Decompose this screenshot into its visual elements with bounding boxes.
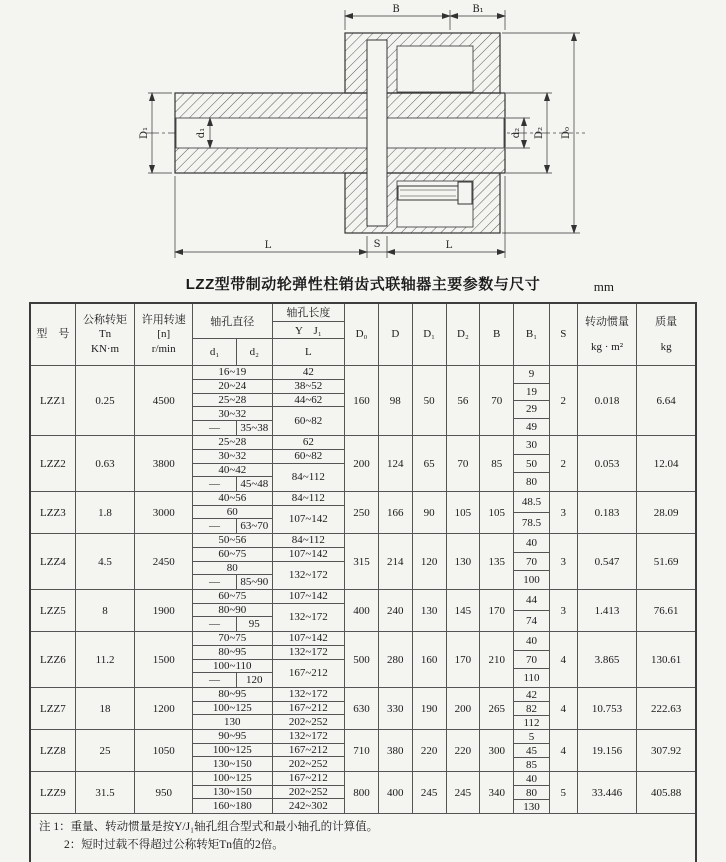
bore-column <box>193 534 273 589</box>
D2-cell: 200 <box>447 688 481 729</box>
B-cell: 300 <box>480 730 514 771</box>
bore-subrow: 30~32 <box>193 450 272 464</box>
B1-cell: 40 <box>514 632 549 651</box>
length-cell: 132~172 <box>288 569 328 582</box>
D0-cell: 160 <box>345 366 379 435</box>
B-cell: 70 <box>480 366 514 435</box>
B-cell: 265 <box>480 688 514 729</box>
bore-subrow: 60~75 <box>193 548 272 562</box>
d1-cell: — <box>193 575 237 589</box>
bore-column <box>193 492 273 533</box>
length-cell: 167~212 <box>273 744 345 758</box>
D1-cell: 130 <box>413 590 447 631</box>
d2-cell: 95 <box>248 618 260 631</box>
B1-cell: 50 <box>514 455 549 474</box>
dim-label-D0: D₀ <box>561 126 572 140</box>
B1-cell: 49 <box>525 420 537 433</box>
header-bore-dia-label: 轴孔直径 <box>193 304 272 339</box>
torque-cell: 0.25 <box>76 366 136 435</box>
D-cell: 124 <box>379 436 413 491</box>
bore-subrow: 20~24 <box>193 380 272 394</box>
length-cell: 60~82 <box>294 415 323 428</box>
B1-column <box>514 688 550 729</box>
B1-cell: 19 <box>514 384 549 402</box>
mass-cell: 307.92 <box>651 744 682 757</box>
col-header-S: S <box>550 304 578 365</box>
pin-nut <box>458 182 472 204</box>
inertia-cell: 0.053 <box>578 436 638 491</box>
bore-subrow: 130~150 <box>193 786 272 800</box>
mass-cell: 12.04 <box>653 457 679 470</box>
table-row <box>31 688 695 730</box>
B1-cell: 40 <box>514 772 549 786</box>
length-cell: 107~142 <box>288 513 328 526</box>
header-d2-label: d₂ <box>249 346 259 359</box>
D2-cell: 170 <box>447 632 481 687</box>
bore-subrow: 40~42 <box>193 464 272 478</box>
B1-cell: 82 <box>514 702 549 716</box>
length-cell: 202~252 <box>273 786 345 800</box>
B1-column <box>514 534 550 589</box>
S-cell: 4 <box>550 688 578 729</box>
inertia-cell: 0.183 <box>578 492 638 533</box>
S-cell: 2 <box>550 366 578 435</box>
dim-label-S: S <box>373 239 381 250</box>
header-mass-l2: kg <box>660 340 672 353</box>
length-column <box>273 590 346 631</box>
d1-cell: — <box>193 519 237 533</box>
torque-cell: 8 <box>76 590 136 631</box>
speed-cell: 4500 <box>135 366 193 435</box>
bore-subrow: 100~125 <box>193 772 272 786</box>
bore-subrow: 90~95 <box>193 730 272 744</box>
mass-cell: 6.64 <box>656 394 676 407</box>
D2-cell: 70 <box>447 436 481 491</box>
speed-cell: 1200 <box>135 688 193 729</box>
B1-cell: 100 <box>523 574 540 587</box>
bore-column <box>193 590 273 631</box>
length-cell: 132~172 <box>273 688 345 702</box>
length-cell: 84~112 <box>273 492 345 506</box>
bore-subrow: 60~75 <box>193 590 272 604</box>
model-cell: LZZ1 <box>31 366 76 435</box>
length-column <box>273 730 346 771</box>
S-cell: 4 <box>550 632 578 687</box>
B1-cell: 29 <box>514 401 549 419</box>
B1-cell: 40 <box>514 534 549 553</box>
length-cell: 107~142 <box>273 548 345 562</box>
bore-subrow: 30~32 <box>193 407 272 421</box>
col-header-speed <box>135 304 193 365</box>
length-cell: 167~212 <box>273 772 345 786</box>
B1-column <box>514 590 550 631</box>
bore-subrow: 25~28 <box>193 436 272 450</box>
bore-subrow: 130~150 <box>212 758 252 771</box>
B1-cell: 42 <box>514 688 549 702</box>
D0-cell: 500 <box>345 632 379 687</box>
D2-cell: 105 <box>447 492 481 533</box>
col-header-inertia <box>578 304 638 365</box>
B1-column <box>514 366 550 435</box>
model-cell: LZZ7 <box>31 688 76 729</box>
bore-column <box>193 772 273 813</box>
col-header-torque <box>76 304 136 365</box>
bore-subrow: 70~75 <box>193 632 272 646</box>
d1-cell: — <box>193 477 237 491</box>
torque-cell: 31.5 <box>76 772 136 813</box>
bore-subrow <box>193 519 272 533</box>
torque-cell: 0.63 <box>76 436 136 491</box>
S-cell: 2 <box>550 436 578 491</box>
table-body <box>31 366 695 814</box>
S-cell: 3 <box>550 590 578 631</box>
B1-cell: 70 <box>514 651 549 670</box>
header-inertia-l2: kg · m² <box>591 340 624 353</box>
col-header-bore-length <box>273 304 346 365</box>
parameter-table <box>29 302 697 862</box>
D1-cell: 190 <box>413 688 447 729</box>
header-speed-l2: [n] <box>157 328 171 341</box>
col-header-B1: B₁ <box>514 304 550 365</box>
inertia-cell: 0.018 <box>578 366 638 435</box>
table-header <box>31 304 695 366</box>
torque-cell: 11.2 <box>76 632 136 687</box>
D1-cell: 120 <box>413 534 447 589</box>
coupling-drawing <box>0 0 726 272</box>
bore-right <box>386 118 504 148</box>
bore-subrow: 40~56 <box>193 492 272 506</box>
d1-cell: — <box>193 673 237 687</box>
length-column <box>273 492 346 533</box>
unit-label: mm <box>593 279 614 294</box>
speed-cell: 1050 <box>135 730 193 771</box>
B1-cell: 110 <box>523 672 540 685</box>
length-cell: 44~62 <box>273 394 345 408</box>
length-cell: 132~172 <box>273 730 345 744</box>
length-column <box>273 688 346 729</box>
S-cell: 5 <box>550 772 578 813</box>
model-cell: LZZ6 <box>31 632 76 687</box>
S-cell: 4 <box>550 730 578 771</box>
B1-cell: 45 <box>514 744 549 758</box>
dim-label-L-right: L <box>445 240 453 251</box>
bore-subrow <box>193 575 272 589</box>
D-cell: 330 <box>379 688 413 729</box>
B-cell: 105 <box>480 492 514 533</box>
note-line-1: 注 1：重量、转动惯量是按Y/J₁轴孔组合型式和最小轴孔的计算值。 <box>39 821 379 833</box>
D-cell: 400 <box>379 772 413 813</box>
mass-cell: 76.61 <box>653 604 679 617</box>
model-cell: LZZ5 <box>31 590 76 631</box>
B1-cell: 48.5 <box>514 492 549 513</box>
B1-cell: 85 <box>525 758 537 771</box>
D2-cell: 245 <box>447 772 481 813</box>
header-model-label: 型 号 <box>36 328 70 341</box>
B1-column <box>514 492 550 533</box>
model-cell: LZZ4 <box>31 534 76 589</box>
length-cell: 242~302 <box>288 800 328 813</box>
inertia-cell: 10.753 <box>578 688 638 729</box>
table-row <box>31 492 695 534</box>
model-cell: LZZ9 <box>31 772 76 813</box>
B-cell: 85 <box>480 436 514 491</box>
coupling-cross-section <box>0 0 726 272</box>
B1-column <box>514 772 550 813</box>
D2-cell: 56 <box>447 366 481 435</box>
table-row <box>31 534 695 590</box>
B1-column <box>514 632 550 687</box>
B1-cell: 74 <box>525 615 537 627</box>
model-cell: LZZ3 <box>31 492 76 533</box>
bore-subrow: 100~125 <box>193 744 272 758</box>
dim-label-D1: D₁ <box>139 126 150 140</box>
table-row <box>31 436 695 492</box>
speed-cell: 3000 <box>135 492 193 533</box>
table-row <box>31 730 695 772</box>
d2-cell: 120 <box>246 674 263 687</box>
header-d1-label: d₁ <box>193 339 237 365</box>
B-cell: 135 <box>480 534 514 589</box>
D-cell: 240 <box>379 590 413 631</box>
col-header-D2: D₂ <box>447 304 481 365</box>
col-header-mass <box>637 304 695 365</box>
length-cell: 167~212 <box>288 667 328 680</box>
B1-column <box>514 730 550 771</box>
S-cell: 3 <box>550 534 578 589</box>
bore-subrow: 130 <box>224 716 241 729</box>
B-cell: 340 <box>480 772 514 813</box>
length-cell: 42 <box>273 366 345 380</box>
length-cell: 107~142 <box>273 632 345 646</box>
mass-cell: 130.61 <box>651 653 682 666</box>
speed-cell: 1900 <box>135 590 193 631</box>
inertia-cell: 33.446 <box>578 772 638 813</box>
D1-cell: 50 <box>413 366 447 435</box>
D1-cell: 245 <box>413 772 447 813</box>
length-cell: 107~142 <box>273 590 345 604</box>
length-cell: 202~252 <box>288 716 328 729</box>
d2-cell: 45~48 <box>240 478 269 491</box>
bore-subrow: 25~28 <box>193 394 272 408</box>
dim-label-B1: B₁ <box>472 4 484 15</box>
header-speed-l1: 许用转速 <box>141 314 186 327</box>
bore-column <box>193 688 273 729</box>
dim-label-d2: d₂ <box>511 127 522 139</box>
length-cell: 62 <box>273 436 345 450</box>
D-cell: 98 <box>379 366 413 435</box>
B1-cell: 80 <box>514 786 549 800</box>
col-header-bore-diameter <box>193 304 273 365</box>
bore-column <box>193 730 273 771</box>
bore-column <box>193 632 273 687</box>
inertia-cell: 3.865 <box>578 632 638 687</box>
length-cell: 167~212 <box>273 702 345 716</box>
length-column <box>273 772 346 813</box>
bore-subrow: 100~125 <box>193 702 272 716</box>
torque-cell: 18 <box>76 688 136 729</box>
mass-cell: 51.69 <box>653 555 679 568</box>
B1-cell: 5 <box>514 730 549 744</box>
B1-cell: 30 <box>514 436 549 455</box>
D2-cell: 220 <box>447 730 481 771</box>
B1-cell: 9 <box>514 366 549 384</box>
bore-subrow: 80~90 <box>193 604 272 618</box>
table-row <box>31 366 695 436</box>
col-header-D: D <box>379 304 413 365</box>
D1-cell: 220 <box>413 730 447 771</box>
dim-label-D2: D₂ <box>534 126 545 140</box>
D-cell: 280 <box>379 632 413 687</box>
D0-cell: 250 <box>345 492 379 533</box>
torque-cell: 1.8 <box>76 492 136 533</box>
B-cell: 170 <box>480 590 514 631</box>
mass-cell: 28.09 <box>653 506 679 519</box>
torque-cell: 25 <box>76 730 136 771</box>
bore-subrow: 100~110 <box>193 660 272 674</box>
bore-subrow: 160~180 <box>212 800 252 813</box>
speed-cell: 3800 <box>135 436 193 491</box>
notes-block <box>31 814 695 862</box>
bore-column <box>193 436 273 491</box>
B1-cell: 44 <box>514 590 549 611</box>
B1-cell: 112 <box>523 716 540 729</box>
col-header-D1: D₁ <box>413 304 447 365</box>
note-line-2: 2：短时过载不得超过公称转矩Tn值的2倍。 <box>64 838 284 851</box>
table-row <box>31 632 695 688</box>
table-row <box>31 590 695 632</box>
length-cell: 132~172 <box>288 611 328 624</box>
bore-subrow: 60 <box>193 506 272 520</box>
d2-cell: 35~38 <box>240 422 269 435</box>
speed-cell: 950 <box>135 772 193 813</box>
S-cell: 3 <box>550 492 578 533</box>
D0-cell: 200 <box>345 436 379 491</box>
D0-cell: 800 <box>345 772 379 813</box>
d1-cell: — <box>193 617 237 631</box>
dim-label-L-left: L <box>264 240 272 251</box>
inertia-cell: 0.547 <box>578 534 638 589</box>
bore-subrow: 16~19 <box>193 366 272 380</box>
header-inertia-l1: 转动惯量 <box>585 316 630 329</box>
header-speed-l3: r/min <box>151 342 176 355</box>
speed-cell: 2450 <box>135 534 193 589</box>
title-bar <box>0 272 726 300</box>
inertia-cell: 1.413 <box>578 590 638 631</box>
D-cell: 166 <box>379 492 413 533</box>
bore-subrow: 80~95 <box>193 646 272 660</box>
D2-cell: 145 <box>447 590 481 631</box>
D0-cell: 315 <box>345 534 379 589</box>
length-cell: 60~82 <box>273 450 345 464</box>
col-header-model <box>31 304 76 365</box>
mass-cell: 222.63 <box>651 702 682 715</box>
bore-subrow <box>193 673 272 687</box>
dim-label-B: B <box>392 4 400 15</box>
header-bore-len-label: 轴孔长度 <box>273 304 345 322</box>
bore-subrow: 80~95 <box>193 688 272 702</box>
header-L-label: L <box>304 346 312 359</box>
model-cell: LZZ8 <box>31 730 76 771</box>
B1-cell: 130 <box>523 800 540 813</box>
length-cell: 202~252 <box>288 758 328 771</box>
bore-subrow: 80 <box>193 562 272 576</box>
D0-cell: 400 <box>345 590 379 631</box>
bore-subrow <box>193 421 272 435</box>
header-torque-l1: 公称转矩 <box>83 314 128 327</box>
page-title: LZZ型带制动轮弹性柱销齿式联轴器主要参数与尺寸 <box>185 276 541 293</box>
D0-cell: 710 <box>345 730 379 771</box>
length-cell: 84~112 <box>291 471 325 484</box>
col-header-D0: D₀ <box>345 304 379 365</box>
inertia-cell: 19.156 <box>578 730 638 771</box>
dim-label-d1: d₁ <box>196 127 207 139</box>
table-row <box>31 772 695 814</box>
bore-subrow: 50~56 <box>193 534 272 548</box>
header-torque-l3: KN·m <box>91 342 120 355</box>
D2-cell: 130 <box>447 534 481 589</box>
d2-cell: 63~70 <box>240 520 269 533</box>
D1-cell: 160 <box>413 632 447 687</box>
bore-subrow <box>193 477 272 491</box>
drum-web-top <box>397 46 473 92</box>
length-cell: 132~172 <box>273 646 345 660</box>
torque-cell: 4.5 <box>76 534 136 589</box>
length-column <box>273 436 346 491</box>
B1-cell: 80 <box>525 476 537 489</box>
elastic-pin <box>398 186 458 200</box>
length-column <box>273 366 346 435</box>
D-cell: 214 <box>379 534 413 589</box>
D1-cell: 65 <box>413 436 447 491</box>
speed-cell: 1500 <box>135 632 193 687</box>
bore-column <box>193 366 273 435</box>
D0-cell: 630 <box>345 688 379 729</box>
header-mass-l1: 质量 <box>655 316 678 329</box>
B-cell: 210 <box>480 632 514 687</box>
length-cell: 84~112 <box>273 534 345 548</box>
col-header-B: B <box>480 304 514 365</box>
length-column <box>273 534 346 589</box>
bore-subrow <box>193 617 272 631</box>
B1-cell: 78.5 <box>521 517 542 529</box>
flange-disc <box>367 40 387 226</box>
d2-cell: 85~90 <box>240 576 269 589</box>
B1-column <box>514 436 550 491</box>
d1-cell: — <box>193 421 237 435</box>
header-torque-l2: Tn <box>98 328 112 341</box>
B1-cell: 70 <box>514 553 549 572</box>
length-column <box>273 632 346 687</box>
mass-cell: 405.88 <box>651 786 682 799</box>
length-cell: 38~52 <box>273 380 345 394</box>
model-cell: LZZ2 <box>31 436 76 491</box>
D1-cell: 90 <box>413 492 447 533</box>
header-yj1-label: Y J₁ <box>273 322 345 340</box>
D-cell: 380 <box>379 730 413 771</box>
